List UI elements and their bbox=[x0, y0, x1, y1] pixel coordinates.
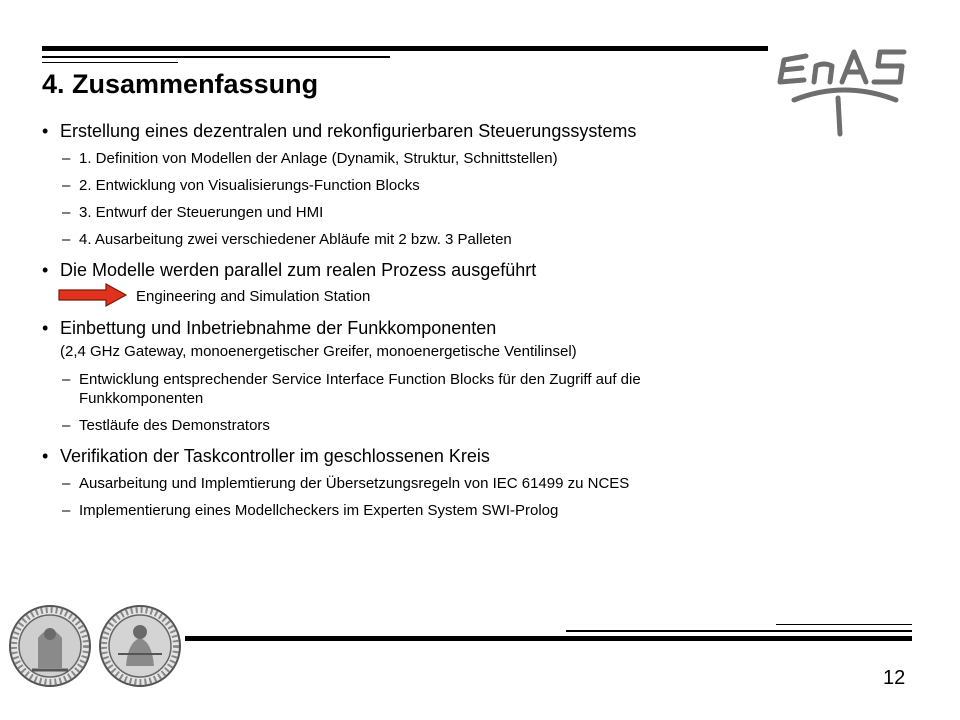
header-rule-thick bbox=[42, 46, 768, 51]
sub-bullet-text: 4. Ausarbeitung zwei verschiedener Abläufe mit 2 bzw. 3 Palleten bbox=[79, 231, 512, 248]
bullet-text: Verifikation der Taskcontroller im geschlossenen Kreis bbox=[60, 446, 490, 466]
footer-rule-medium bbox=[566, 630, 912, 632]
footer-rule-thin bbox=[776, 624, 912, 625]
page-number: 12 bbox=[883, 667, 906, 689]
sub-bullet-text: 1. Definition von Modellen der Anlage (Dynamik, Struktur, Schnittstellen) bbox=[79, 150, 558, 167]
sub-bullet-text: Implementierung eines Modellcheckers im Experten System SWI-Prolog bbox=[79, 502, 559, 519]
arrow-right-icon bbox=[58, 283, 128, 307]
university-seal-right bbox=[98, 604, 182, 688]
sub-bullet-text: Funkkomponenten bbox=[79, 390, 204, 407]
arrow-label: Engineering and Simulation Station bbox=[136, 288, 371, 305]
slide: 4. Zusammenfassung • Erstellung eines dezentralen und rekonfigurierbaren Steuerungssystems – 1. Definition von Modellen der Anlage (Dynamik, Struktur, Schnittstellen) – 2. Entwicklung von Visualisierungs-Function Blocks – 3. Entwurf der Steuerungen und HMI – 4. Ausarbeitung zwei verschiedener Abläufe mit 2 bzw. 3 Palleten • Die Modelle werden parallel zum realen Prozess ausgeführt Engineering and Simulation Station • Einbettung und Inbetriebnahme der Funkkomponenten (2,4 GHz Gateway, monoenergetischer Greifer, monoenergetische Ventilinsel) – Entwicklung entsprechender Service Interface Function Blocks für den Zugriff auf die Funkkomponenten – Testläufe des Demonstrators • Verifikation der Taskcontroller im geschlossenen Kreis – Ausarbeitung und Implemtierung der Übersetzungsregeln von IEC 61499 zu NCES – Implementierung eines Modellcheckers im Experten System SWI-Prolog 12 bbox=[0, 0, 960, 720]
sub-bullet-text: 3. Entwurf der Steuerungen und HMI bbox=[79, 204, 324, 221]
bullet-text: Einbettung und Inbetriebnahme der Funkkomponenten bbox=[60, 318, 497, 338]
arrow-row bbox=[58, 283, 558, 307]
bullet-dot: • bbox=[42, 446, 49, 466]
header-rule-thin bbox=[42, 62, 178, 63]
bullet-text: Die Modelle werden parallel zum realen Prozess ausgeführt bbox=[60, 260, 537, 280]
sub-bullet-text: 2. Entwicklung von Visualisierungs-Function Blocks bbox=[79, 177, 420, 194]
bullet-dot: • bbox=[42, 318, 49, 338]
sub-bullet-text: Testläufe des Demonstrators bbox=[79, 417, 270, 434]
footer-rule-thick bbox=[185, 636, 912, 641]
header-rule-medium bbox=[42, 56, 390, 58]
sub-bullet-text: Entwicklung entsprechender Service Interface Function Blocks für den Zugriff auf die bbox=[79, 371, 641, 388]
slide-title: 4. Zusammenfassung bbox=[42, 69, 319, 99]
enas-logo bbox=[776, 42, 912, 138]
bullet-text: Erstellung eines dezentralen und rekonfigurierbaren Steuerungssystems bbox=[60, 121, 637, 141]
sub-bullet-text: Ausarbeitung und Implemtierung der Übersetzungsregeln von IEC 61499 zu NCES bbox=[79, 475, 630, 492]
bullet-subtitle: (2,4 GHz Gateway, monoenergetischer Greifer, monoenergetische Ventilinsel) bbox=[60, 343, 577, 360]
university-seal-left bbox=[8, 604, 92, 688]
bullet-dot: • bbox=[42, 121, 49, 141]
bullet-dot: • bbox=[42, 260, 49, 280]
